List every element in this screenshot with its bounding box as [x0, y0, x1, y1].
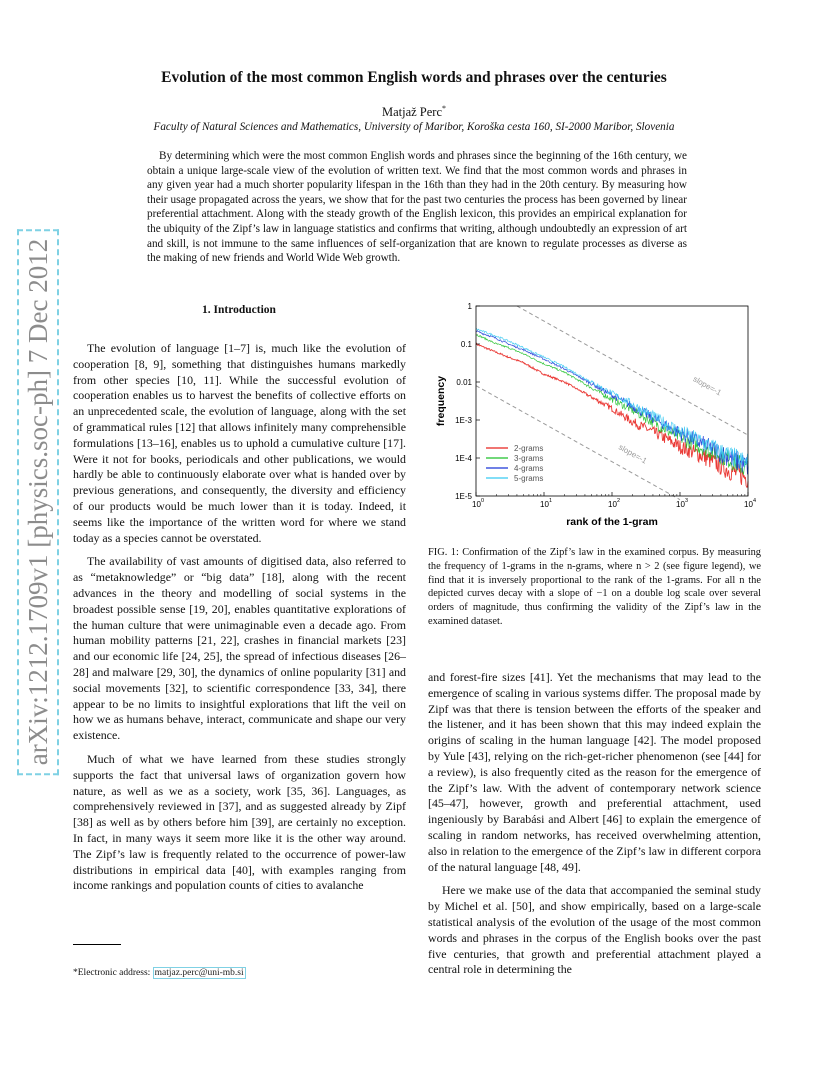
y-axis-label: frequency: [435, 375, 447, 427]
slope-line: [517, 306, 748, 435]
x-tick-exponent: 3: [685, 498, 689, 504]
x-axis-label: rank of the 1-gram: [566, 516, 658, 528]
email-link[interactable]: matjaz.perc@uni-mb.si: [154, 968, 244, 978]
legend-label: 4-grams: [514, 464, 544, 473]
x-tick-exponent: 2: [617, 498, 621, 504]
author-line: [0, 104, 828, 120]
arxiv-id: arXiv:1212.1709v1 [physics.soc-ph] 7 Dec 2012: [17, 229, 59, 775]
author-footnote-mark[interactable]: *: [442, 104, 447, 113]
legend-label: 2-grams: [514, 444, 544, 453]
paragraph: and forest-fire sizes [41]. Yet the mechanisms that may lead to the emergence of scaling in various systems differ. The proposal made by Zipf was that there is tension between the efforts of the speaker and the listener, and it has been shown that this may indeed explain the origins of scaling in the human language [42]. The model proposed by Yule [43], relying on the rich-get-richer phenomenon (see [44] for a review), is also frequently cited as the reason for the emergence of the Zipf’s law. With the advent of contemporary network science [45–47], however, growth and preferential attachment, used ingeniously by Barabási and Albert [46] to explain the emergence of scaling in random networks, has received overwhelming attention, also in relation to the emergence of the Zipf’s law in different corpora of the natural language [48, 49].: [428, 670, 761, 874]
author-name: Matjaž Perc: [381, 105, 443, 120]
right-column: [428, 670, 761, 986]
abstract: By determining which were the most common English words and phrases since the beginning of the 16th century, we obtain a unique large-scale view of the evolution of written text. We find that the most common words and phrases in any given year had a much shorter popularity lifespan in the 16th than they had in the 20th century. By measuring how their usage propagated across the years, we show that for the past two centuries the process has been governed by linear preferential attachment. Along with the steady growth of the English lexicon, this provides an empirical explanation for the ubiquity of the Zipf’s law in language statistics and confirms that writing, although undoubtedly an expression of art and skill, is not immune to the same influences of self-organization that are known to regulate processes as diverse as the making of new friends and World Wide Web growth.: [147, 150, 687, 265]
y-tick-label: 1E-4: [455, 454, 472, 463]
x-tick-exponent: 4: [753, 498, 757, 504]
y-tick-label: 1E-3: [455, 416, 472, 425]
figure-1: [428, 296, 768, 532]
slope-label: slope=-1: [617, 442, 649, 466]
paragraph: The evolution of language [1–7] is, much like the evolution of cooperation [8, 9], something that distinguishes humans markedly from other species [10, 11]. While the successful evolution of cooperation enables us to harvest the benefits of collective efforts on an unprecedented scale, the evolution of language, along with the set of grammatical rules [12] that allows infinitely many comprehensible formulations [13–16], enables us to uphold a cumulative culture [17]. Were it not for books, periodicals and other publications, we would hardly be able to continuously elaborate over what is handed over by previous generations, and consequently, the diversity and efficiency of our products would be much lower than it is today. Indeed, it seems like the importance of the written word for where we stand today as a species cannot be overstated.: [73, 341, 406, 545]
x-tick-label: 10: [540, 500, 549, 509]
paper-title: Evolution of the most common English words and phrases over the centuries: [161, 69, 667, 86]
paragraph: Much of what we have learned from these studies strongly supports the fact that universal laws of organization govern how nature, as well as we as a society, work [35, 36]. Languages, as comprehensively reviewed in [37], and as suggested already by Zipf [38] as well as by others before him [39], are certainly no exception. In fact, in many ways it seem more like it is the other way around. The Zipf’s law is frequently related to the occurrence of power-law distributions in empirical data [40], with examples ranging from income rankings and population counts of cities to avalanche: [73, 751, 406, 893]
section-heading: 1. Introduction: [202, 304, 276, 316]
x-tick-label: 10: [676, 500, 685, 509]
paragraph: The availability of vast amounts of digitised data, also referred to as “metaknowledge” or “big data” [18], along with the recent advances in the theory and modelling of social systems in the broadest possible sense [19, 20], enables quantitative explorations of the human culture that were unimaginable even a decade ago. From human mobility patterns [21, 22], crashes in financial markets [23] and our economic life [24, 25], the spread of infectious diseases [26–28] and malware [29, 30], the dynamics of online popularity [31] and social movements [32], to scientific correspondence [33, 34], there appear to be no limits to insightful explorations that lift the veil on how we as humans behave, interact, communicate and shape our very existence.: [73, 554, 406, 743]
y-tick-label: 1E-5: [455, 492, 472, 501]
y-tick-label: 0.1: [460, 340, 472, 349]
slope-line: [476, 386, 680, 500]
x-tick-label: 10: [744, 500, 753, 509]
y-tick-label: 1: [467, 302, 472, 311]
legend-label: 3-grams: [514, 454, 544, 463]
figure-caption: FIG. 1: Confirmation of the Zipf’s law in the examined corpus. By measuring the frequency of 1-grams in the n-grams, where n > 2 (see figure legend), we find that it is inversely proportional to the rank of the 1-grams. For all n the depicted curves decay with a slope of −1 on a double log scale over several orders of magnitude, thus confirming the validity of the Zipf’s law in the examined dataset.: [428, 547, 761, 627]
footnote: [73, 968, 246, 978]
x-tick-label: 10: [608, 500, 617, 509]
legend-label: 5-grams: [514, 474, 544, 483]
x-tick-label: 10: [472, 500, 481, 509]
x-tick-exponent: 1: [549, 498, 553, 504]
left-column: [73, 341, 406, 902]
footnote-text: *Electronic address:: [73, 968, 153, 978]
footnote-divider: [73, 944, 121, 945]
x-tick-exponent: 0: [481, 498, 485, 504]
slope-label: slope=-1: [691, 374, 723, 398]
zipf-chart: [428, 296, 768, 532]
paragraph: Here we make use of the data that accompanied the seminal study by Michel et al. [50], and show empirically, based on a large-scale statistical analysis of the evolution of the usage of the most common words and phrases in the corpus of the English books over the past five centuries, that growth and preferential attachment played a central role in determining the: [428, 883, 761, 977]
y-tick-label: 0.01: [456, 378, 472, 387]
affiliation: Faculty of Natural Sciences and Mathematics, University of Maribor, Koroška cesta 160, SI-2000 Maribor, Slovenia: [153, 121, 675, 133]
